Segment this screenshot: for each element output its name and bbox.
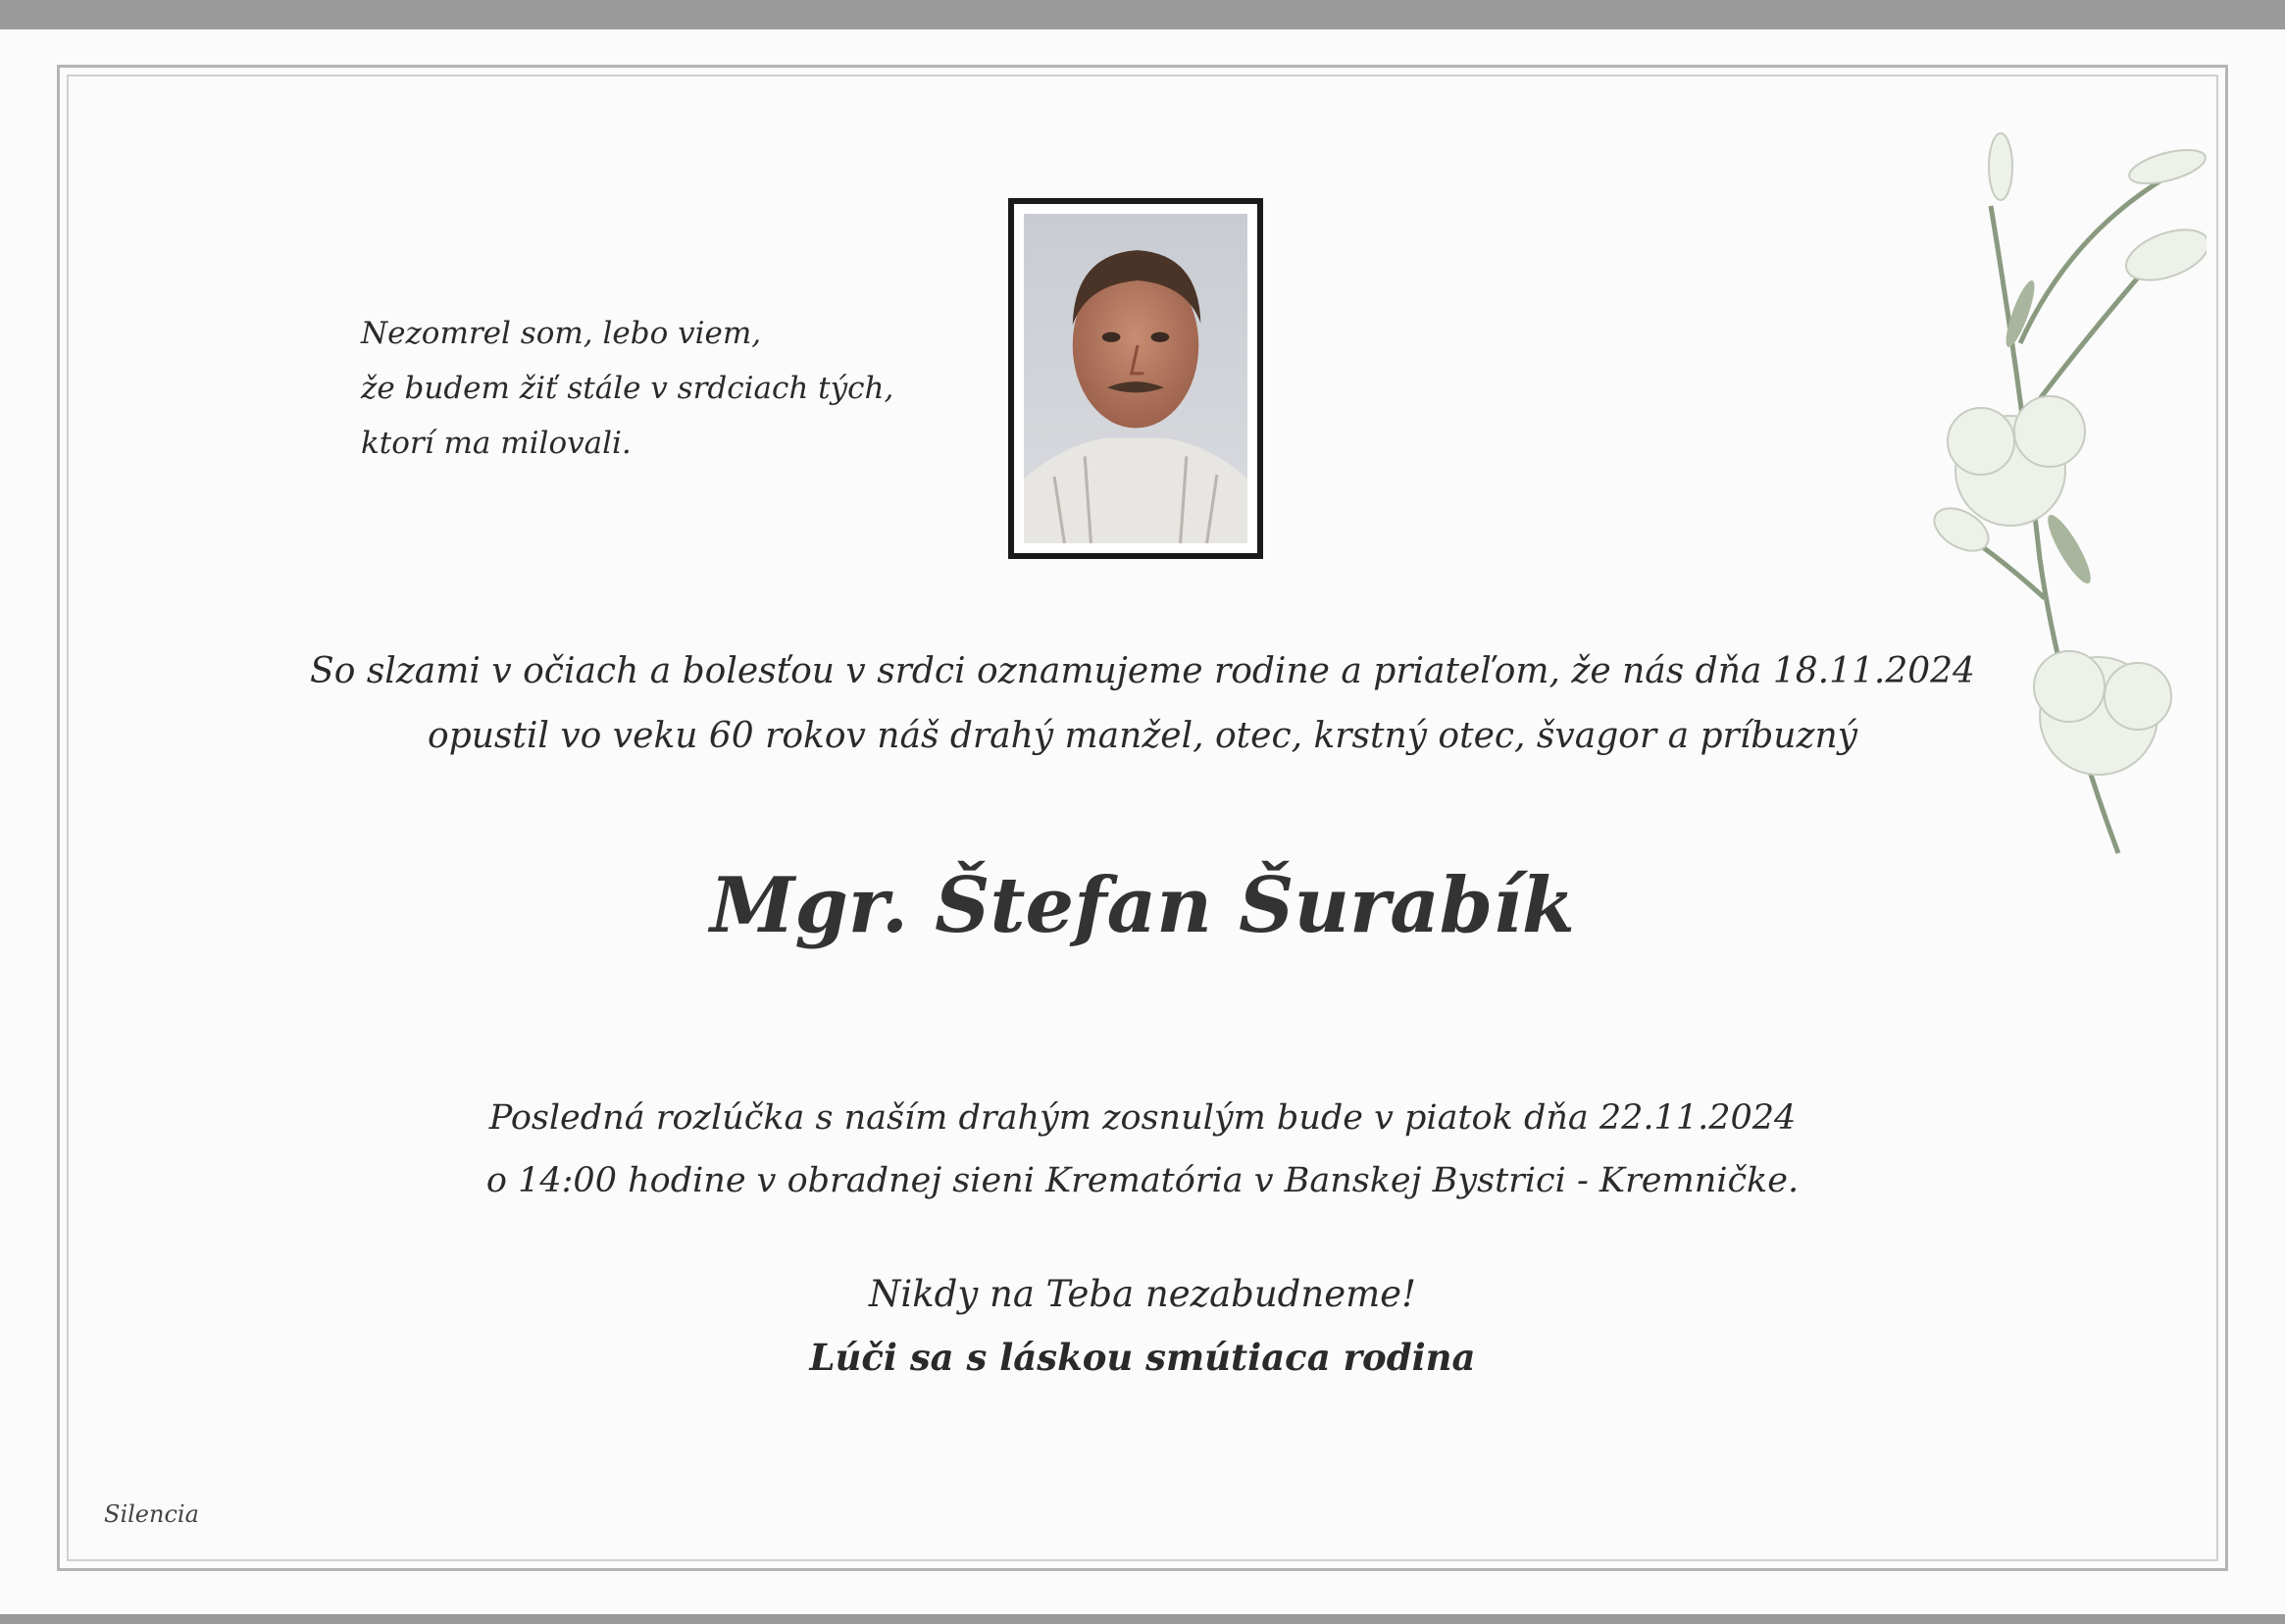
announcement-line: So slzami v očiach a bolesťou v srdci oznamujeme rodine a priateľom, že nás dňa 18.11.2024	[310, 651, 1975, 691]
motto-line: že budem žiť stále v srdciach tých,	[361, 371, 894, 406]
portrait-photo-frame	[1008, 198, 1263, 559]
motto-line: Nezomrel som, lebo viem,	[361, 316, 762, 351]
farewell-line: Posledná rozlúčka s naším drahým zosnulým bude v piatok dňa 22.11.2024	[488, 1098, 1797, 1138]
closing-family: Lúči sa s láskou smútiaca rodina	[809, 1336, 1476, 1379]
deceased-name: Mgr. Štefan Šurabík	[710, 861, 1575, 950]
portrait-photo	[1024, 214, 1247, 543]
publisher-label: Silencia	[104, 1500, 199, 1528]
motto-verse	[361, 306, 893, 471]
announcement-text	[0, 639, 2285, 769]
farewell-details	[0, 1087, 2285, 1212]
white-lily-flower-icon	[1873, 88, 2207, 912]
announcement-line: opustil vo veku 60 rokov náš drahý manžel, otec, krstný otec, švagor a príbuzný	[428, 716, 1857, 756]
farewell-line: o 14:00 hodine v obradnej sieni Krematória v Banskej Bystrici - Kremničke.	[485, 1161, 1800, 1200]
motto-line: ktorí ma milovali.	[361, 426, 632, 461]
obituary-sheet	[0, 29, 2285, 1614]
closing-remembrance: Nikdy na Teba nezabudneme!	[869, 1273, 1416, 1315]
